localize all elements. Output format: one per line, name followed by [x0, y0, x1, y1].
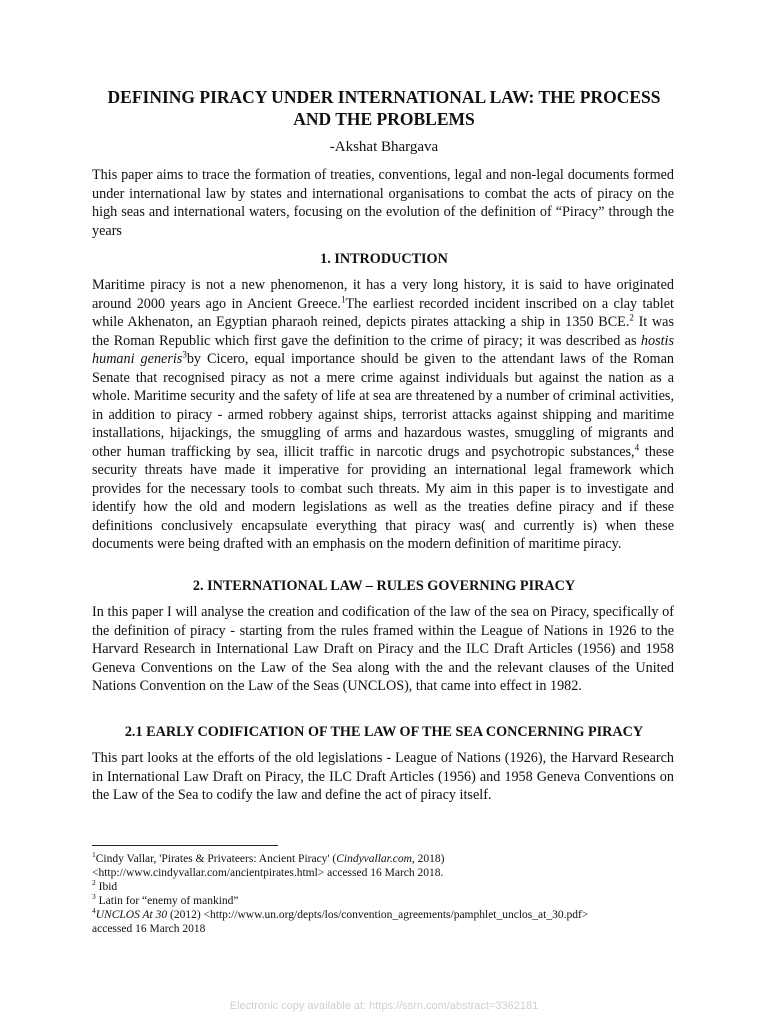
footnote-ref-3: 3: [182, 349, 187, 360]
footnote-1-year: , 2018): [411, 853, 445, 865]
intro-text-b: The earliest recorded incident inscribed on a clay tablet while Akhenaton, an Egyptian pharaoh reined, depicts pirates attacking a ship in 1350 BCE.: [92, 295, 674, 330]
paper-title: [60, 86, 708, 130]
footnotes: [92, 852, 674, 936]
introduction-paragraph: [92, 276, 674, 554]
intro-text-e: these security threats have made it imperative for providing an international legal framework which provides for the necessary tools to combat such threats. My aim in this paper is to investigate and identify how the old and modern legislations as well as the treaties define piracy and if these definitions conclusively encapsulate everything that piracy was( and currently is) when these documents were being drafted with an emphasis on the modern definition of maritime piracy.: [92, 443, 674, 552]
footnote-1-url-line: <http://www.cindyvallar.com/ancientpirates.html> accessed 16 March 2018.: [92, 867, 444, 879]
footnote-4-number: 4: [92, 906, 96, 916]
footnote-ref-1: 1: [340, 293, 346, 304]
footnote-3-number: 3: [92, 892, 96, 902]
footnote-3: [92, 894, 674, 908]
title-line-2: AND THE PROBLEMS: [293, 109, 475, 129]
author-line: -Akshat Bhargava: [329, 139, 439, 155]
footnote-ref-4: 4: [634, 441, 640, 452]
footnote-divider: [92, 845, 278, 846]
title-line-1: DEFINING PIRACY UNDER INTERNATIONAL LAW: THE PROCESS: [107, 87, 661, 107]
footnote-4-text: (2012) <http://www.un.org/depts/los/convention_agreements/pamphlet_unclos_at_30.pdf>: [167, 909, 589, 921]
footnote-3-text: Latin for “enemy of mankind”: [95, 895, 239, 907]
footnote-1-text: Cindy Vallar, 'Pirates & Privateers: Ancient Piracy' (: [95, 853, 337, 865]
footnote-4-source: UNCLOS At 30: [95, 909, 168, 921]
intro-text-c: It was the Roman Republic which first gave the definition to the crime of piracy; it was described as: [92, 314, 674, 349]
footnote-4: [92, 908, 674, 922]
ssrn-footer-watermark: Electronic copy available at: https://ssrn.com/abstract=3362181: [229, 1000, 539, 1012]
intro-latin-phrase: hostis humani generis: [92, 332, 674, 367]
abstract-paragraph: This paper aims to trace the formation of treaties, conventions, legal and non-legal documents formed under international law by states and international organisations to combat the acts of piracy on the high seas and international waters, focusing on the evolution of the definition of “Piracy” through the years: [92, 167, 674, 239]
intro-text-a: Maritime piracy is not a new phenomenon, it has a very long history, it is said to have originated around 2000 years ago in Ancient Greece.: [92, 277, 674, 312]
section-2-1-paragraph: This part looks at the efforts of the old legislations - League of Nations (1926), the Harvard Research in International Law Draft on Piracy, the ILC Draft Articles (1956) and 1958 Geneva Conventions on the Law of the Sea to codify the law and define the act of piracy itself.: [92, 750, 674, 803]
intro-text-d: by Cicero, equal importance should be given to the attendant laws of the Roman Senate that recognised piracy as not a mere crime against individuals but against the nation as a whole. Maritime security and the safety of life at sea are threatened by a number of criminal activities, in addition to piracy - armed robbery against ships, terrorist attacks against shipping and maritime installations, hijackings, the smuggling of arms and hazardous wastes, smuggling of migrants and other human trafficking by sea, illicit traffic in narcotic drugs and psychotropic substances,: [92, 351, 674, 460]
footnote-2-text: Ibid: [95, 881, 118, 893]
section-2-1-heading: 2.1 EARLY CODIFICATION OF THE LAW OF THE SEA CONCERNING PIRACY: [124, 724, 644, 740]
footnote-1: [92, 852, 674, 866]
footnote-ref-2: 2: [629, 312, 634, 323]
footnote-2: [92, 880, 674, 894]
section-1-heading: 1. INTRODUCTION: [320, 251, 448, 267]
footnote-1-source: Cindyvallar.com: [336, 853, 412, 865]
footnote-1-number: 1: [92, 850, 96, 860]
footnote-2-number: 2: [92, 878, 96, 888]
section-2-heading: 2. INTERNATIONAL LAW – RULES GOVERNING PIRACY: [192, 578, 576, 594]
footnote-4-accessed-line: accessed 16 March 2018: [92, 923, 206, 935]
section-2-paragraph: In this paper I will analyse the creation and codification of the law of the sea on Piracy, specifically of the definition of piracy - starting from the rules framed within the League of Nations in 1926 to the Harvard Research in International Law Draft on Piracy and the ILC Draft Articles (1956) and 1958 Geneva Conventions on the Law of the Sea along with the and the relevant clauses of the United Nations Convention on the Law of the Seas (UNCLOS), that came into effect in 1982.: [92, 604, 674, 694]
